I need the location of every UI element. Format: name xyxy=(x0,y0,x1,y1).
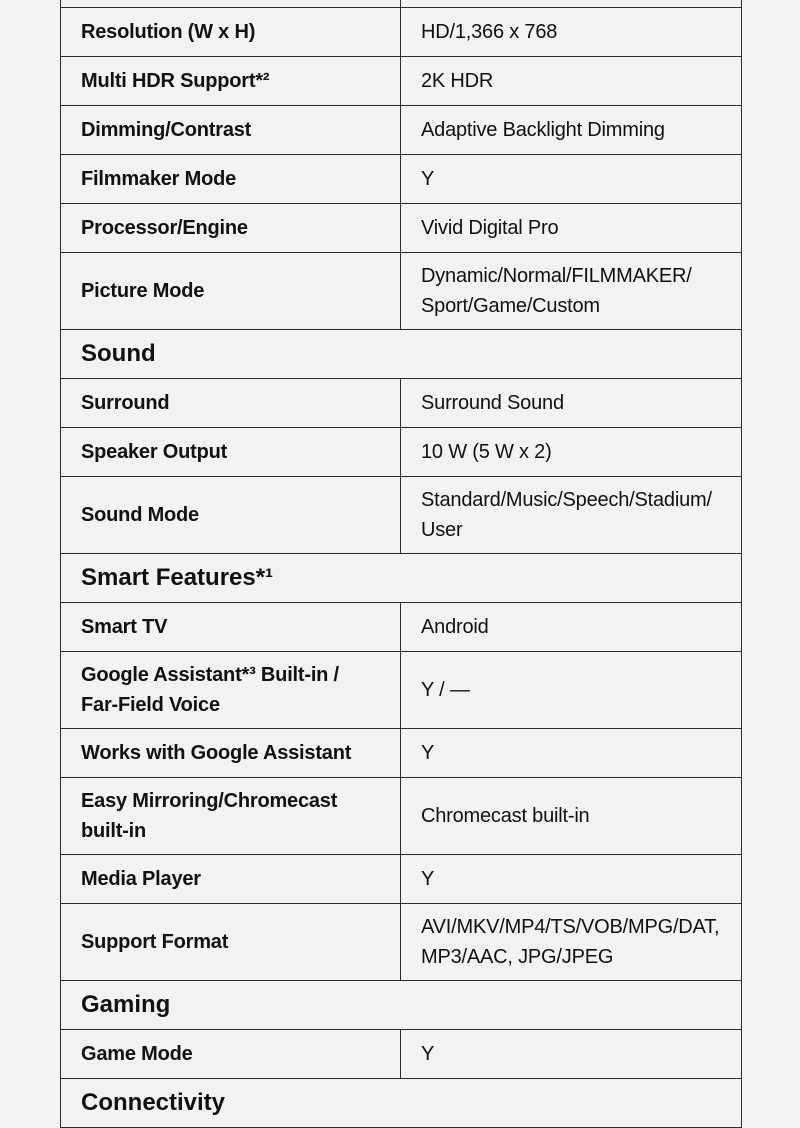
spec-row-multi-hdr xyxy=(61,57,742,106)
spec-row-top-partial xyxy=(61,0,742,8)
spec-row-speaker-output xyxy=(61,428,742,477)
spec-row-resolution xyxy=(61,8,742,57)
spec-row-picture-mode xyxy=(61,253,742,330)
spec-value: 10 W (5 W x 2) xyxy=(401,428,742,477)
spec-key: Multi HDR Support*² xyxy=(61,57,401,106)
spec-value: Standard/Music/Speech/Stadium/ User xyxy=(401,477,742,554)
spec-key: Works with Google Assistant xyxy=(61,729,401,778)
spec-row-sound-mode xyxy=(61,477,742,554)
spec-value: 2K HDR xyxy=(401,57,742,106)
spec-value: HD/1,366 x 768 xyxy=(401,8,742,57)
spec-key xyxy=(61,0,401,8)
spec-row-google-assistant xyxy=(61,652,742,729)
spec-key: Resolution (W x H) xyxy=(61,8,401,57)
spec-value: Chromecast built-in xyxy=(401,778,742,855)
spec-key: Surround xyxy=(61,379,401,428)
spec-row-filmmaker xyxy=(61,155,742,204)
spec-row-processor xyxy=(61,204,742,253)
spec-key: Easy Mirroring/Chromecast built-in xyxy=(61,778,401,855)
spec-key: Game Mode xyxy=(61,1030,401,1079)
spec-value: Y xyxy=(401,155,742,204)
spec-value: Adaptive Backlight Dimming xyxy=(401,106,742,155)
spec-value: Y xyxy=(401,1030,742,1079)
spec-value: Y xyxy=(401,855,742,904)
section-connectivity xyxy=(61,1079,742,1128)
spec-value: Vivid Digital Pro xyxy=(401,204,742,253)
section-title: Smart Features*¹ xyxy=(61,554,742,603)
spec-key: Smart TV xyxy=(61,603,401,652)
spec-key: Processor/Engine xyxy=(61,204,401,253)
spec-key: Sound Mode xyxy=(61,477,401,554)
spec-row-mirroring xyxy=(61,778,742,855)
spec-row-media-player xyxy=(61,855,742,904)
spec-key: Speaker Output xyxy=(61,428,401,477)
spec-row-support-format xyxy=(61,904,742,981)
spec-key: Google Assistant*³ Built-in / Far-Field Voice xyxy=(61,652,401,729)
spec-key: Picture Mode xyxy=(61,253,401,330)
spec-row-works-with-google xyxy=(61,729,742,778)
spec-value: AVI/MKV/MP4/TS/VOB/MPG/DAT, MP3/AAC, JPG/JPEG xyxy=(401,904,742,981)
section-title: Sound xyxy=(61,330,742,379)
spec-row-smart-tv xyxy=(61,603,742,652)
spec-value: Dynamic/Normal/FILMMAKER/ Sport/Game/Custom xyxy=(401,253,742,330)
section-sound xyxy=(61,330,742,379)
section-gaming xyxy=(61,981,742,1030)
spec-value: Android xyxy=(401,603,742,652)
spec-value: Y / — xyxy=(401,652,742,729)
spec-row-game-mode xyxy=(61,1030,742,1079)
spec-value: Y xyxy=(401,729,742,778)
spec-table xyxy=(60,0,742,1128)
spec-row-dimming xyxy=(61,106,742,155)
spec-value xyxy=(401,0,742,8)
spec-key: Dimming/Contrast xyxy=(61,106,401,155)
section-title: Gaming xyxy=(61,981,742,1030)
section-title: Connectivity xyxy=(61,1079,742,1128)
spec-key: Media Player xyxy=(61,855,401,904)
spec-key: Filmmaker Mode xyxy=(61,155,401,204)
section-smart-features xyxy=(61,554,742,603)
spec-value: Surround Sound xyxy=(401,379,742,428)
spec-key: Support Format xyxy=(61,904,401,981)
spec-row-surround xyxy=(61,379,742,428)
